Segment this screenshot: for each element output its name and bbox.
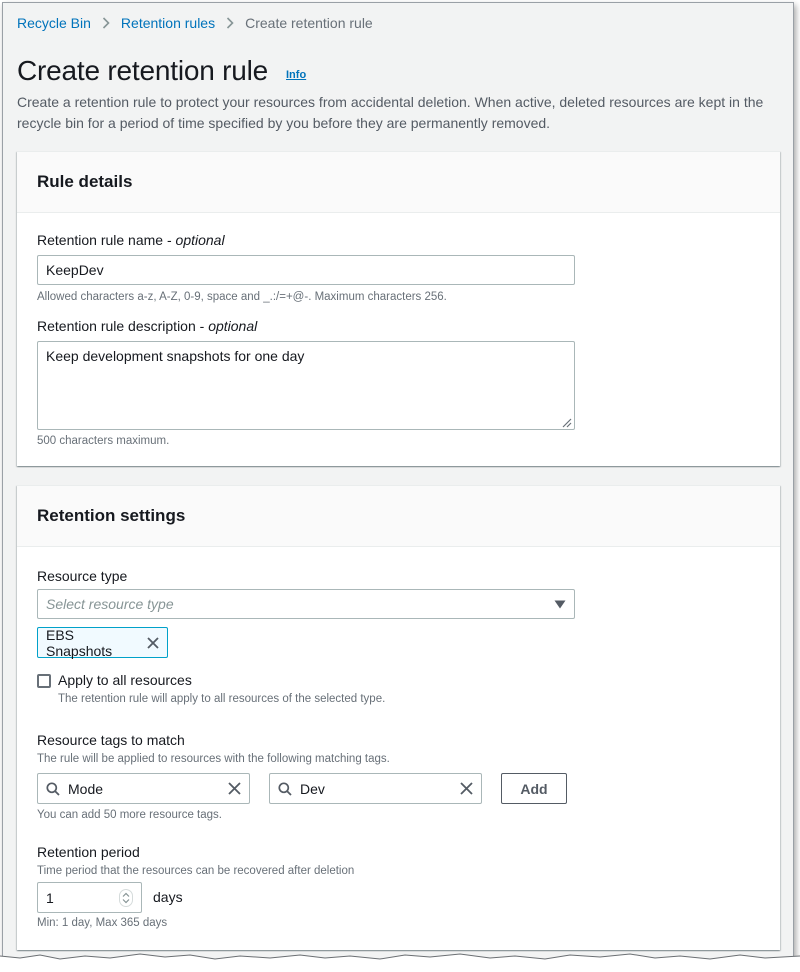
close-icon[interactable] xyxy=(147,637,159,649)
rule-description-label-text: Retention rule description - xyxy=(37,318,209,334)
rule-description-optional: optional xyxy=(208,318,258,334)
retention-period-unit: days xyxy=(153,889,183,905)
rule-description-textarea[interactable] xyxy=(37,341,575,430)
rule-description-hint: 500 characters maximum. xyxy=(37,435,170,447)
apply-all-label: Apply to all resources xyxy=(58,672,192,688)
apply-all-hint: The retention rule will apply to all resources of the selected type. xyxy=(58,693,386,705)
apply-all-checkbox[interactable] xyxy=(37,674,51,688)
rule-name-hint: Allowed characters a-z, A-Z, 0-9, space and _.:/=+@-. Maximum characters 256. xyxy=(37,291,447,303)
tag-value-value: Dev xyxy=(300,780,325,797)
resource-tags-hint: The rule will be applied to resources with the following matching tags. xyxy=(37,753,390,765)
resource-tags-label: Resource tags to match xyxy=(37,732,185,748)
rule-name-value: KeepDev xyxy=(46,262,104,278)
add-tag-button[interactable]: Add xyxy=(501,773,567,804)
rule-details-heading: Rule details xyxy=(17,152,780,213)
clear-icon[interactable] xyxy=(460,782,473,795)
tag-value-input[interactable] xyxy=(269,773,482,804)
breadcrumb-recycle-bin[interactable]: Recycle Bin xyxy=(17,15,91,31)
search-icon xyxy=(46,782,60,796)
rule-description-value: Keep development snapshots for one day xyxy=(46,348,305,364)
clear-icon[interactable] xyxy=(228,782,241,795)
breadcrumb xyxy=(17,15,373,31)
page-frame xyxy=(2,2,794,964)
retention-period-input[interactable] xyxy=(37,882,142,913)
tag-key-value: Mode xyxy=(68,780,104,797)
tags-remaining-hint: You can add 50 more resource tags. xyxy=(37,809,222,821)
search-icon xyxy=(278,782,292,796)
caret-down-icon xyxy=(554,600,566,609)
resource-type-select[interactable] xyxy=(37,589,575,619)
rule-details-panel xyxy=(17,151,780,466)
rule-name-input[interactable] xyxy=(37,255,575,285)
retention-period-label: Retention period xyxy=(37,844,140,860)
rule-name-optional: optional xyxy=(175,232,225,248)
resource-type-token-label: EBS Snapshots xyxy=(46,626,113,659)
retention-period-limits: Min: 1 day, Max 365 days xyxy=(37,917,168,929)
page-description: Create a retention rule to protect your resources from accidental deletion. When active, deleted resources are kept in the recycle bin for a period of time specified by you before they are permanently removed. xyxy=(17,94,764,131)
breadcrumb-current: Create retention rule xyxy=(245,15,373,31)
chevron-right-icon xyxy=(221,17,239,29)
rule-name-label-text: Retention rule name - xyxy=(37,232,176,248)
retention-period-value: 1 xyxy=(46,889,54,906)
chevron-right-icon xyxy=(97,17,115,29)
info-link[interactable]: Info xyxy=(286,69,307,81)
rule-name-label xyxy=(37,232,225,248)
resource-type-label: Resource type xyxy=(37,568,128,584)
tag-key-input[interactable] xyxy=(37,773,250,804)
torn-edge-decoration xyxy=(0,946,800,972)
stepper-icon[interactable] xyxy=(119,889,133,907)
page-title: Create retention rule xyxy=(17,55,269,86)
resource-type-token xyxy=(37,627,168,658)
retention-period-hint: Time period that the resources can be recovered after deletion xyxy=(37,865,355,877)
resource-type-placeholder: Select resource type xyxy=(46,596,174,612)
resize-grip-icon[interactable] xyxy=(560,415,572,427)
retention-settings-panel xyxy=(17,485,780,950)
breadcrumb-retention-rules[interactable]: Retention rules xyxy=(120,15,216,31)
retention-settings-heading: Retention settings xyxy=(17,486,780,547)
rule-description-label xyxy=(37,318,257,334)
